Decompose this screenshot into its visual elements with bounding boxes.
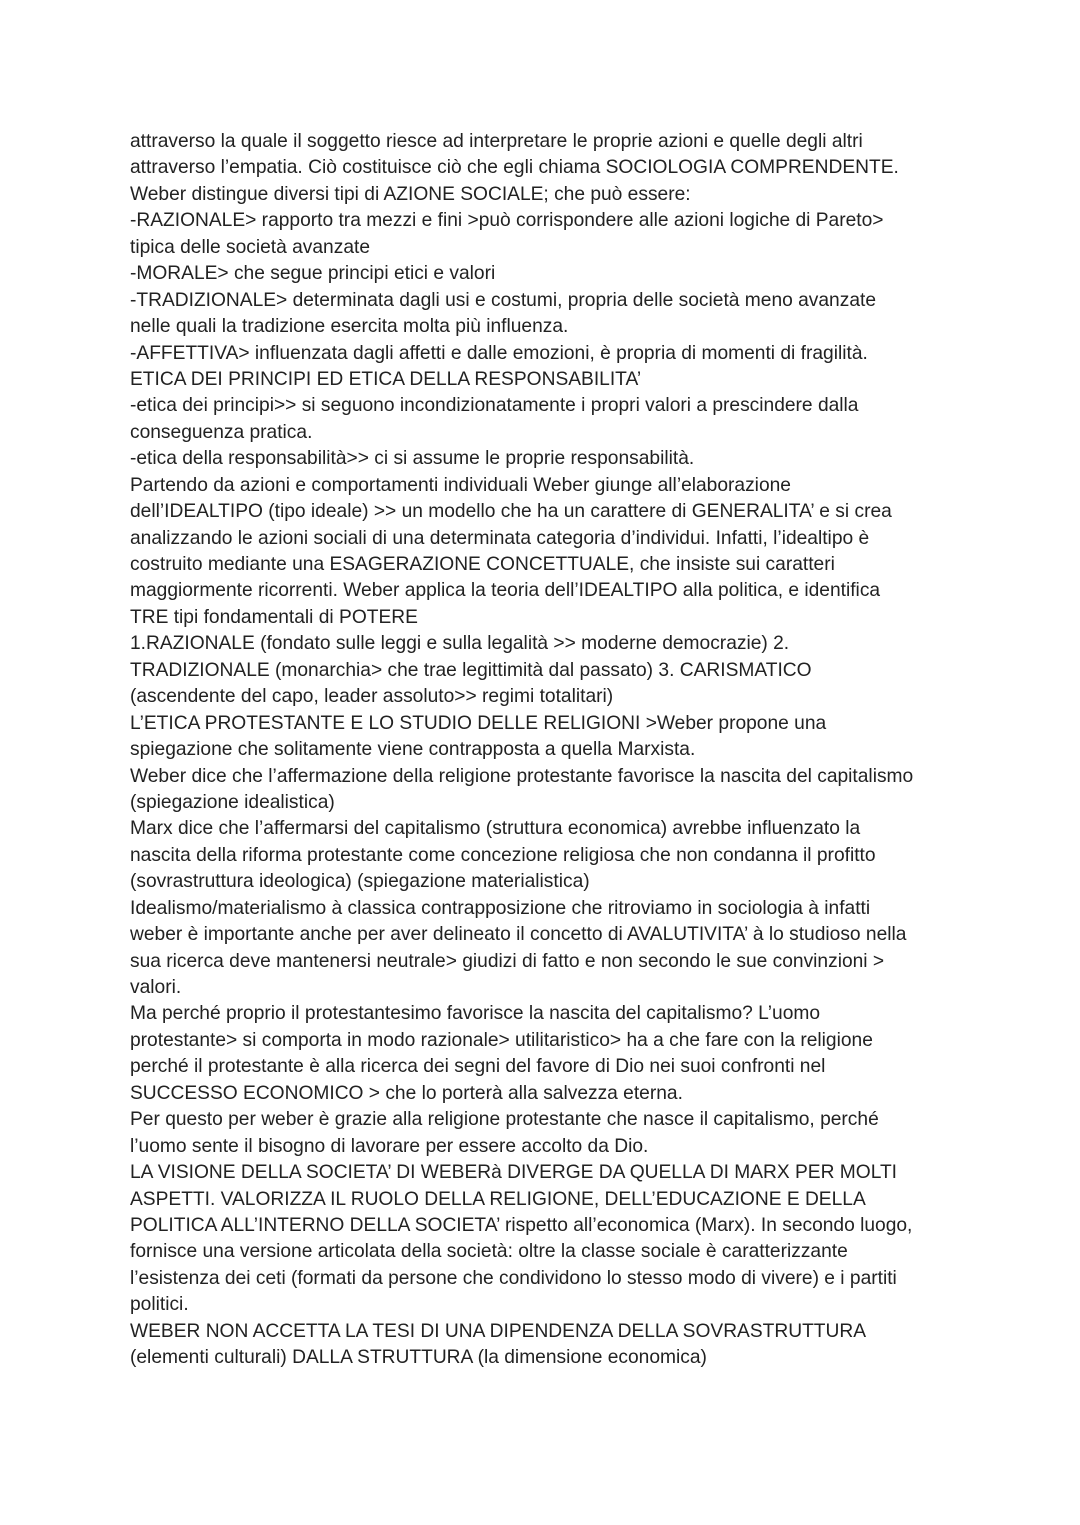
text-line: perché il protestante è alla ricerca dei segni del favore di Dio nei suoi confronti nel (130, 1056, 826, 1078)
text-line: (elementi culturali) DALLA STRUTTURA (la dimensione economica) (130, 1347, 707, 1369)
text-line: -MORALE> che segue principi etici e valori (130, 263, 496, 285)
document-page (130, 129, 960, 1372)
text-line: Idealismo/materialismo à classica contrapposizione che ritroviamo in sociologia à infatti (130, 897, 871, 919)
text-line: TRE tipi fondamentali di POTERE (130, 606, 418, 628)
text-line: SUCCESSO ECONOMICO > che lo porterà alla salvezza eterna. (130, 1082, 683, 1104)
text-line: conseguenza pratica. (130, 421, 313, 443)
text-line: Ma perché proprio il protestantesimo favorisce la nascita del capitalismo? L’uomo (130, 1003, 821, 1025)
text-line: maggiormente ricorrenti. Weber applica la teoria dell’IDEALTIPO alla politica, e identifica (130, 580, 881, 602)
text-line: -etica dei principi>> si seguono incondizionatamente i propri valori a prescindere dalla (130, 395, 859, 417)
text-line: LA VISIONE DELLA SOCIETA’ DI WEBERà DIVERGE DA QUELLA DI MARX PER MOLTI (130, 1162, 897, 1184)
text-line: Weber distingue diversi tipi di AZIONE SOCIALE; che può essere: (130, 183, 691, 205)
text-line: -etica della responsabilità>> ci si assume le proprie responsabilità. (130, 448, 695, 470)
text-line: costruito mediante una ESAGERAZIONE CONCETTUALE, che insiste sui caratteri (130, 554, 835, 575)
text-line: sua ricerca deve mantenersi neutrale> giudizi di fatto e non secondo le sue convinzioni > (130, 950, 885, 972)
text-line: TRADIZIONALE (monarchia> che trae legittimità dal passato) 3. CARISMATICO (130, 659, 812, 681)
text-line: (spiegazione idealistica) (130, 791, 335, 813)
text-line: nascita della riforma protestante come concezione religiosa che non condanna il profitto (130, 844, 876, 866)
text-line: ETICA DEI PRINCIPI ED ETICA DELLA RESPONSABILITA’ (130, 368, 642, 390)
text-line: (ascendente del capo, leader assoluto>> regimi totalitari) (130, 686, 614, 708)
text-line: dell’IDEALTIPO (tipo ideale) >> un modello che ha un carattere di GENERALITA’ e si crea (130, 501, 892, 523)
text-line: -AFFETTIVA> influenzata dagli affetti e dalle emozioni, è propria di momenti di fragilità. (130, 342, 868, 364)
text-line: Marx dice che l’affermarsi del capitalismo (struttura economica) avrebbe influenzato la (130, 818, 861, 840)
text-line: analizzando le azioni sociali di una determinata categoria d’individui. Infatti, l’idealtipo è (130, 527, 870, 549)
text-line: l’uomo sente il bisogno di lavorare per essere accolto da Dio. (130, 1135, 649, 1157)
text-line: ASPETTI. VALORIZZA IL RUOLO DELLA RELIGIONE, DELL’EDUCAZIONE E DELLA (130, 1188, 866, 1210)
text-line: 1.RAZIONALE (fondato sulle leggi e sulla legalità >> moderne democrazie) 2. (130, 633, 790, 655)
text-line: -RAZIONALE> rapporto tra mezzi e fini >può corrispondere alle azioni logiche di Pareto> (130, 210, 884, 232)
text-line: POLITICA ALL’INTERNO DELLA SOCIETA’ rispetto all’economica (Marx). In secondo luogo, (130, 1214, 913, 1236)
text-line: weber è importante anche per aver delineato il concetto di AVALUTIVITA’ à lo studioso nella (130, 924, 907, 946)
text-line: Partendo da azioni e comportamenti individuali Weber giunge all’elaborazione (130, 474, 791, 496)
text-line: attraverso l’empatia. Ciò costituisce ciò che egli chiama SOCIOLOGIA COMPRENDENTE. (130, 157, 899, 179)
text-line: spiegazione che solitamente viene contrapposta a quella Marxista. (130, 739, 696, 761)
text-line: L’ETICA PROTESTANTE E LO STUDIO DELLE RELIGIONI >Weber propone una (130, 712, 827, 734)
text-line: protestante> si comporta in modo razionale> utilitaristico> ha a che fare con la religione (130, 1029, 873, 1051)
text-line: (sovrastruttura ideologica) (spiegazione materialistica) (130, 871, 590, 893)
text-line: politici. (130, 1294, 189, 1316)
text-line: Weber dice che l’affermazione della religione protestante favorisce la nascita del capitalismo (130, 765, 914, 787)
text-line: WEBER NON ACCETTA LA TESI DI UNA DIPENDENZA DELLA SOVRASTRUTTURA (130, 1320, 867, 1342)
text-line: nelle quali la tradizione esercita molta più influenza. (130, 316, 569, 338)
text-line: Per questo per weber è grazie alla religione protestante che nasce il capitalismo, perché (130, 1109, 879, 1131)
text-line: l’esistenza dei ceti (formati da persone che condividono lo stesso modo di vivere) e i partiti (130, 1267, 897, 1289)
text-line: tipica delle società avanzate (130, 236, 370, 258)
text-line: -TRADIZIONALE> determinata dagli usi e costumi, propria delle società meno avanzate (130, 289, 876, 311)
text-line: valori. (130, 977, 182, 998)
text-line: attraverso la quale il soggetto riesce ad interpretare le proprie azioni e quelle degli altri (130, 131, 863, 152)
text-line: fornisce una versione articolata della società: oltre la classe sociale è caratterizzante (130, 1241, 848, 1263)
